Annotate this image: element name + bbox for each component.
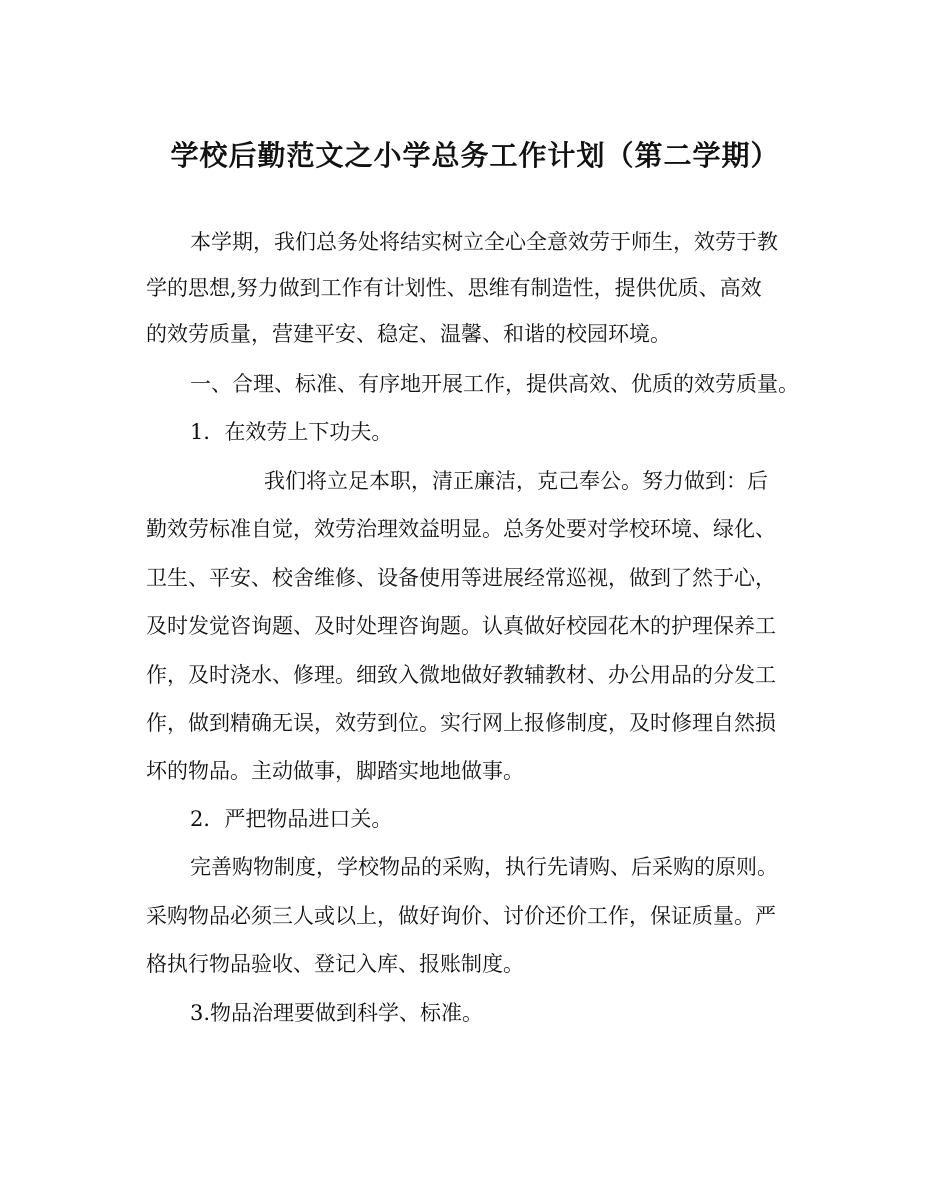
paragraph-line: 完善购物制度，学校物品的采购，执行先请购、后采购的原则。 — [190, 855, 778, 879]
paragraph-line: 作，及时浇水、修理。细致入微地做好教辅教材、办公用品的分发工 — [146, 663, 776, 687]
paragraph-line: 坏的物品。主动做事，脚踏实地地做事。 — [146, 759, 524, 783]
paragraph-line: 格执行物品验收、登记入库、报账制度。 — [146, 952, 524, 976]
paragraph-line: 勤效劳标准自觉，效劳治理效益明显。总务处要对学校环境、绿化、 — [146, 517, 776, 541]
section-heading: 一、合理、标准、有序地开展工作，提供高效、优质的效劳质量。 — [190, 372, 799, 396]
subsection-heading: 2．严把物品进口关。 — [190, 807, 393, 831]
paragraph-line: 的效劳质量，营建平安、稳定、温馨、和谐的校园环境。 — [146, 322, 671, 346]
paragraph-line: 学的思想,努力做到工作有计划性、思维有制造性，提供优质、高效 — [146, 276, 762, 300]
document-title: 学校后勤范文之小学总务工作计划（第二学期） — [170, 139, 780, 172]
paragraph-line: 作，做到精确无误，效劳到位。实行网上报修制度，及时修理自然损 — [146, 711, 776, 735]
subsection-heading: 1．在效劳上下功夫。 — [190, 420, 393, 444]
paragraph-line: 及时发觉咨询题、及时处理咨询题。认真做好校园花木的护理保养工 — [146, 614, 776, 638]
paragraph-line: 采购物品必须三人或以上，做好询价、讨价还价工作，保证质量。严 — [146, 904, 776, 928]
paragraph-line: 我们将立足本职，清正廉洁，克己奉公。努力做到：后 — [264, 469, 768, 493]
subsection-heading: 3.物品治理要做到科学、标准。 — [190, 1001, 484, 1025]
paragraph-line: 本学期，我们总务处将结实树立全心全意效劳于师生，效劳于教 — [190, 230, 778, 254]
paragraph-line: 卫生、平安、校舍维修、设备使用等进展经常巡视，做到了然于心， — [146, 566, 776, 590]
